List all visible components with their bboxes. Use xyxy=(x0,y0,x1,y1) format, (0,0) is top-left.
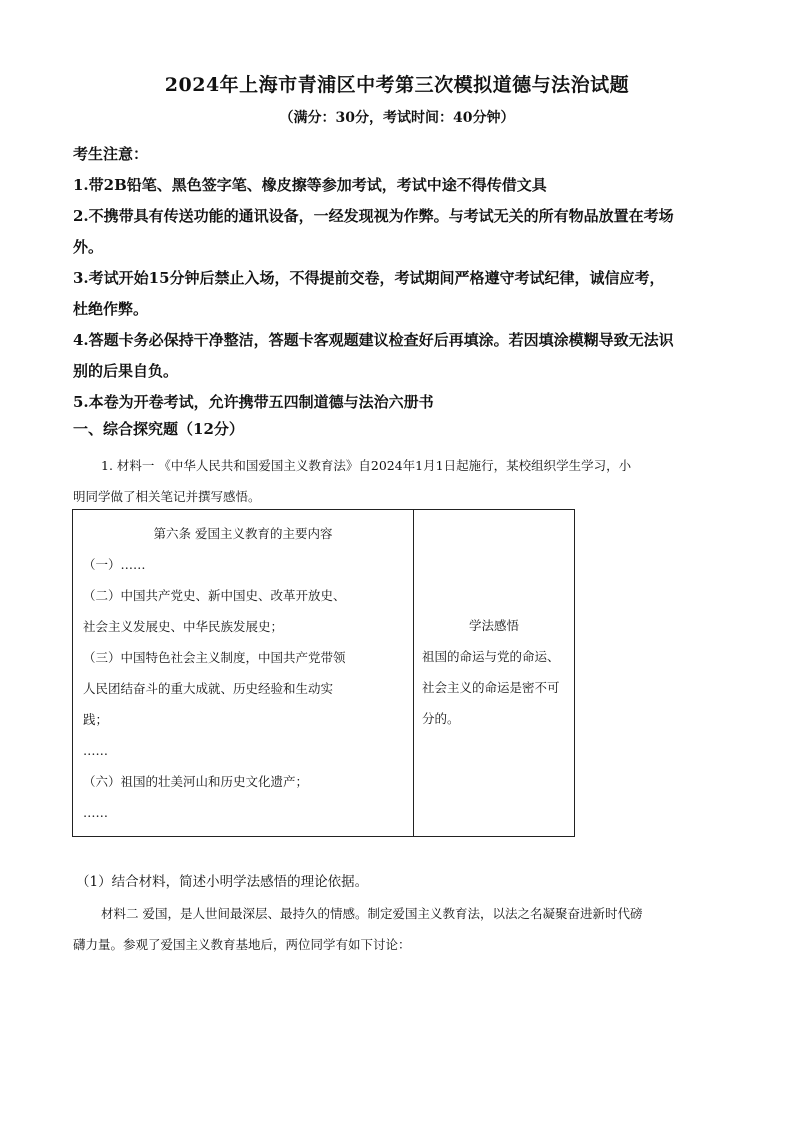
exam-subtitle: （满分：30分，考试时间：40分钟） xyxy=(279,110,515,126)
reflection-line: 社会主义的命运是密不可 xyxy=(422,680,560,695)
law-article-header: 第六条 爱国主义教育的主要内容 xyxy=(153,526,333,541)
notice-line: 别的后果自负。 xyxy=(73,362,179,380)
law-article-line: （三）中国特色社会主义制度，中国共产党带领 xyxy=(83,650,346,665)
law-article-line: 践； xyxy=(83,712,109,727)
notice-line: 外。 xyxy=(73,238,104,256)
law-article-line: …… xyxy=(83,743,108,758)
notice-line: 2.不携带具有传送功能的通讯设备，一经发现视为作弊。与考试无关的所有物品放置在考场 xyxy=(73,207,674,225)
notice-line: 3.考试开始15分钟后禁止入场，不得提前交卷，考试期间严格遵守考试纪律，诚信应考， xyxy=(73,269,665,287)
sub-question-1: （1）结合材料，简述小明学法感悟的理论依据。 xyxy=(76,874,369,890)
notice-heading: 考生注意： xyxy=(73,145,149,163)
material-2 xyxy=(73,898,723,960)
law-article-line: （六）祖国的壮美河山和历史文化遗产； xyxy=(83,774,309,789)
section-heading: 一、综合探究题（12分） xyxy=(73,420,244,438)
notes-table xyxy=(72,509,575,837)
material-2-line: 礴力量。参观了爱国主义教育基地后，两位同学有如下讨论： xyxy=(73,937,411,952)
law-article-line: （二）中国共产党史、新中国史、改革开放史、 xyxy=(83,588,346,603)
law-article-line: 人民团结奋斗的重大成就、历史经验和生动实 xyxy=(83,681,334,696)
material-2-line: 材料二 爱国，是人世间最深层、最持久的情感。制定爱国主义教育法，以法之名凝聚奋进新时代磅 xyxy=(101,906,643,921)
law-article-line: 社会主义发展史、中华民族发展史； xyxy=(83,619,284,634)
reflection-line: 祖国的命运与党的命运、 xyxy=(422,649,560,664)
exam-title: 2024年上海市青浦区中考第三次模拟道德与法治试题 xyxy=(164,74,630,96)
question-1-intro-line: 明同学做了相关笔记并撰写感悟。 xyxy=(73,489,261,504)
question-1-intro-line: 1. 材料一 《中华人民共和国爱国主义教育法》自2024年1月1日起施行，某校组织学生学习，小 xyxy=(101,458,632,473)
reflection-line: 分的。 xyxy=(422,711,460,726)
reflection-header: 学法感悟 xyxy=(468,618,519,633)
notes-right-cell xyxy=(414,510,575,837)
notice-line: 5.本卷为开卷考试，允许携带五四制道德与法治六册书 xyxy=(73,393,434,411)
notice-line: 杜绝作弊。 xyxy=(73,300,149,318)
notice-line: 1.带2B铅笔、黑色签字笔、橡皮擦等参加考试，考试中途不得传借文具 xyxy=(73,176,547,194)
notice-block xyxy=(73,139,723,418)
notes-left-cell xyxy=(73,510,414,837)
law-article-line: （一）…… xyxy=(83,557,146,572)
question-1-intro xyxy=(73,450,723,512)
notice-line: 4.答题卡务必保持干净整洁，答题卡客观题建议检查好后再填涂。若因填涂模糊导致无法识 xyxy=(73,331,674,349)
law-article-line: …… xyxy=(83,805,108,820)
